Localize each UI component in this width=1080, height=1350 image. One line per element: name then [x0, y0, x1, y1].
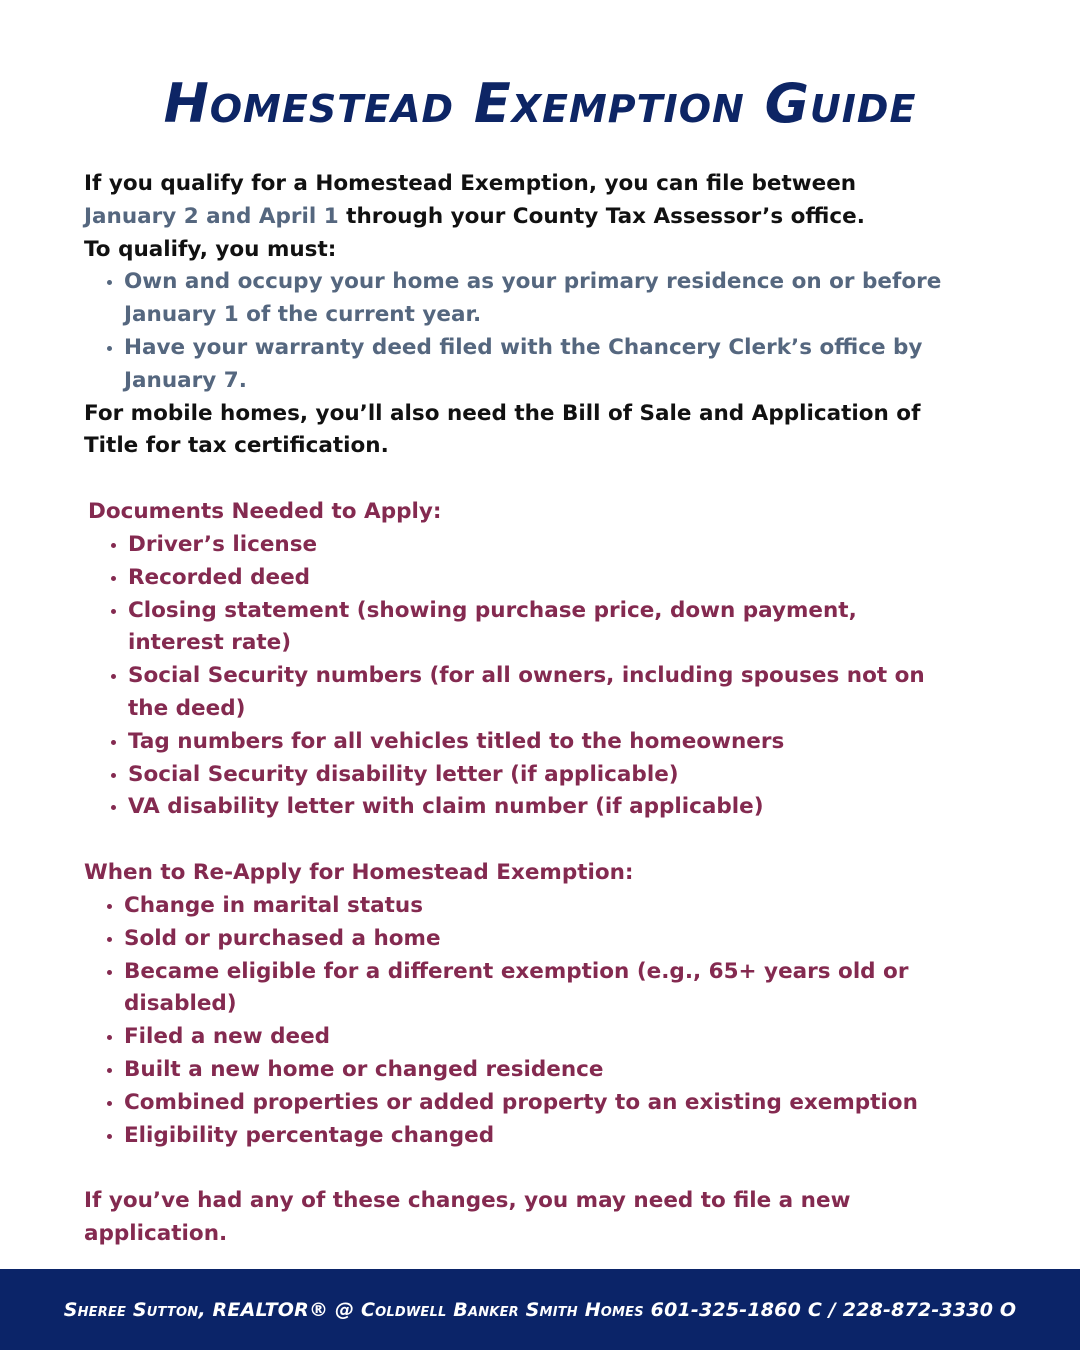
list-item: • Sold or purchased a home: [124, 923, 984, 956]
qualify-heading: To qualify, you must:: [84, 236, 337, 262]
filing-dates: January 2 and April 1: [84, 203, 339, 229]
intro-paragraph: [84, 168, 1004, 234]
list-item: • Recorded deed: [128, 562, 928, 595]
agent-contact: Sheree Sutton, REALTOR® @ Coldwell Banker Smith Homes 601-325-1860 C / 228-872-3330 O: [63, 1298, 1017, 1321]
intro-line: If you qualify for a Homestead Exemption, you can file between: [84, 171, 857, 196]
documents-heading: Documents Needed to Apply:: [88, 499, 442, 525]
reapply-section: [84, 857, 1004, 1251]
documents-section: [88, 496, 1004, 824]
documents-list: [88, 529, 928, 824]
list-item: • Change in marital status: [124, 890, 984, 923]
guide-content: [84, 168, 1004, 1251]
intro-line-2: through your County Tax Assessor’s office.: [338, 203, 865, 229]
list-item: • Filed a new deed: [124, 1021, 984, 1054]
list-item: • VA disability letter with claim number (if applicable): [128, 791, 928, 824]
list-item: • Own and occupy your home as your primary residence on or before January 1 of the current year.: [124, 266, 1004, 332]
page-title: Homestead Exemption Guide: [163, 72, 917, 135]
reapply-list: [84, 890, 984, 1152]
mobile-homes-note: For mobile homes, you’ll also need the Bill of Sale and Application of Title for tax certification.: [84, 400, 921, 459]
list-item: • Combined properties or added property to an existing exemption: [124, 1087, 984, 1120]
list-item: • Eligibility percentage changed: [124, 1120, 984, 1153]
list-item: • Have your warranty deed filed with the Chancery Clerk’s office by January 7.: [124, 332, 1004, 398]
closing-note: If you’ve had any of these changes, you may need to file a new application.: [84, 1188, 851, 1247]
list-item: • Tag numbers for all vehicles titled to the homeowners: [128, 726, 928, 759]
reapply-heading: When to Re-Apply for Homestead Exemption:: [84, 860, 634, 886]
list-item: • Closing statement (showing purchase price, down payment, interest rate): [128, 595, 928, 661]
footer-banner: [0, 1269, 1080, 1350]
list-item: • Social Security disability letter (if applicable): [128, 759, 928, 792]
requirements-list: [84, 266, 1004, 397]
list-item: • Built a new home or changed residence: [124, 1054, 984, 1087]
list-item: • Driver’s license: [128, 529, 928, 562]
list-item: • Became eligible for a different exemption (e.g., 65+ years old or disabled): [124, 956, 984, 1022]
list-item: • Social Security numbers (for all owners, including spouses not on the deed): [128, 660, 928, 726]
